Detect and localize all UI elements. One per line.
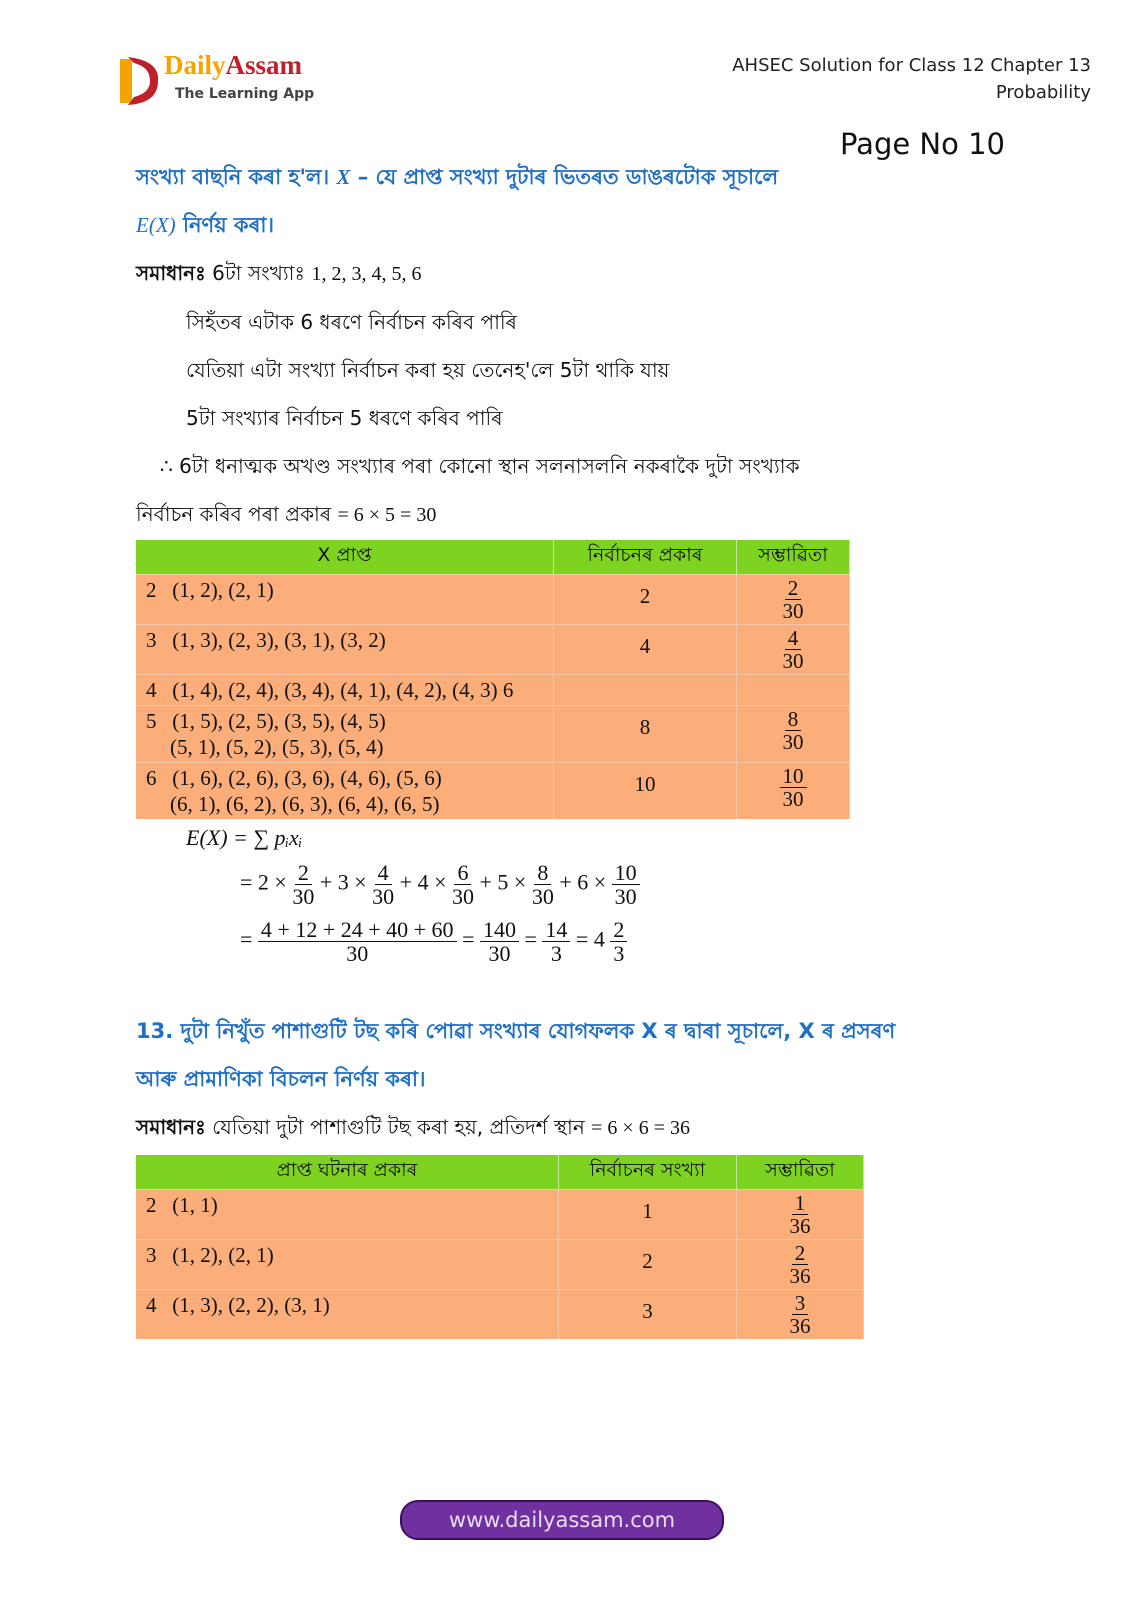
question-13-line1: 13. দুটা নিখুঁত পাশাগুটি টছ কৰি পোৱা সংখ্যাৰ যোগফলক X ৰ দ্বাৰা সূচালে, X ৰ প্ৰসৰণ [136,1018,896,1043]
fraction: $\frac{10}{30}$ [780,765,807,810]
table-row: 4 (1, 4), (2, 4), (3, 4), (4, 1), (4, 2), (4, 3) 6 [136,675,850,706]
fraction: $\frac{8}{30}$ [782,707,804,755]
column-header: X প্ৰাপ্ত [136,540,554,575]
table-row: 4 (1, 3), (2, 2), (3, 1) 3 $\frac{3}{36}$ [136,1289,864,1339]
fraction: $\frac{6}{30}$ [451,860,474,910]
solution-line: যেতিয়া এটা সংখ্যা নিৰ্বাচন কৰা হয় তেনেহ'লে 5টা থাকি যায় [186,358,670,382]
logo-icon [120,55,160,107]
table-row: 3 (1, 3), (2, 3), (3, 1), (3, 2) 4 $\frac{4}{30}$ [136,625,850,675]
column-header: নিৰ্বাচনৰ সংখ্যা [559,1155,737,1190]
doc-title: AHSEC Solution for Class 12 Chapter 13 Probability [732,55,1091,103]
column-header: নিৰ্বাচনৰ প্ৰকাৰ [554,540,737,575]
column-header: সম্ভাৱিতা [737,540,850,575]
question-12-line1: সংখ্যা বাছনি কৰা হ'ল। X – যে প্ৰাপ্ত সংখ্যা দুটাৰ ভিতৰত ডাঙৰটোক সূচালে [136,165,779,189]
expectation-formula: E(X) = ∑ pᵢxᵢ [186,825,303,851]
table-2 [136,1155,864,1339]
fraction: $\frac{4 + 12 + 24 + 40 + 60}{30}$ [258,918,457,965]
table-row: 3 (1, 2), (2, 1) 2 $\frac{2}{36}$ [136,1239,864,1289]
column-header: প্ৰাপ্ত ঘটনাৰ প্ৰকাৰ [136,1155,559,1190]
solution-line: নিৰ্বাচন কৰিব পৰা প্ৰকাৰ = 6 × 5 = 30 [136,502,437,526]
table-row: 2 (1, 1) 1 $\frac{1}{36}$ [136,1189,864,1239]
website-link[interactable]: www.dailyassam.com [400,1500,724,1540]
solution-line: ∴ 6টা ধনাত্মক অখণ্ড সংখ্যাৰ পৰা কোনো স্থান সলনাসলনি নকৰাকৈ দুটা সংখ্যাক [160,454,800,478]
table-row: 2 (1, 2), (2, 1) 2 $\frac{2}{30}$ [136,575,850,625]
page-number: Page No 10 [840,127,1005,161]
fraction: $\frac{2}{3}$ [610,918,627,965]
fraction: $\frac{4}{30}$ [782,626,804,674]
content [136,162,1101,1339]
solution-line: সিহঁতৰ এটাক 6 ধৰণে নিৰ্বাচন কৰিব পাৰি [186,310,517,334]
table-row: 5 (1, 5), (2, 5), (3, 5), (4, 5) (5, 1), (5, 2), (5, 3), (5, 4) 8 $\frac{8}{30}$ [136,706,850,763]
question-13-line2: আৰু প্ৰামাণিকা বিচলন নিৰ্ণয় কৰা। [136,1066,426,1091]
question-12-line2: E(X) নিৰ্ণয় কৰা। [136,213,275,237]
solution-1: সমাধানঃ 6টা সংখ্যাঃ 1, 2, 3, 4, 5, 6 [136,261,422,285]
table-1 [136,540,850,819]
solution-2: সমাধানঃ যেতিয়া দুটা পাশাগুটি টছ কৰা হয়, প্ৰতিদৰ্শ স্থান = 6 × 6 = 36 [136,1114,690,1139]
fraction: $\frac{3}{36}$ [789,1290,811,1338]
solution-line: 5টা সংখ্যাৰ নিৰ্বাচন 5 ধৰণে কৰিব পাৰি [186,406,503,430]
brand-name: DailyAssam [164,50,303,80]
brand-tagline: The Learning App [175,86,315,102]
calc-line-2: = $\frac{4 + 12 + 24 + 40 + 60}{30}$ = $\frac{140}{30}$ = $\frac{14}{3}$ = 4 $\frac{2}{3}$ [136,918,1101,965]
fraction: $\frac{2}{36}$ [789,1240,811,1288]
fraction: $\frac{2}{30}$ [782,576,804,624]
table-row: 6 (1, 6), (2, 6), (3, 6), (4, 6), (5, 6) (6, 1), (6, 2), (6, 3), (6, 4), (6, 5) 10 $\frac{10}{30}$ [136,763,850,820]
fraction: $\frac{2}{30}$ [292,860,315,910]
fraction: $\frac{14}{3}$ [542,918,570,965]
fraction: $\frac{140}{30}$ [480,918,519,965]
fraction: $\frac{4}{30}$ [372,860,395,910]
fraction: $\frac{1}{36}$ [789,1190,811,1238]
fraction: $\frac{8}{30}$ [531,860,554,910]
calc-line-1: = 2 × $\frac{2}{30}$ + 3 × $\frac{4}{30}$ + 4 × $\frac{6}{30}$ + 5 × $\frac{8}{30}$ + 6 × $\frac{10}{30}$ [136,861,1101,908]
column-header: সম্ভাৱিতা [737,1155,864,1190]
fraction: $\frac{10}{30}$ [612,861,640,908]
